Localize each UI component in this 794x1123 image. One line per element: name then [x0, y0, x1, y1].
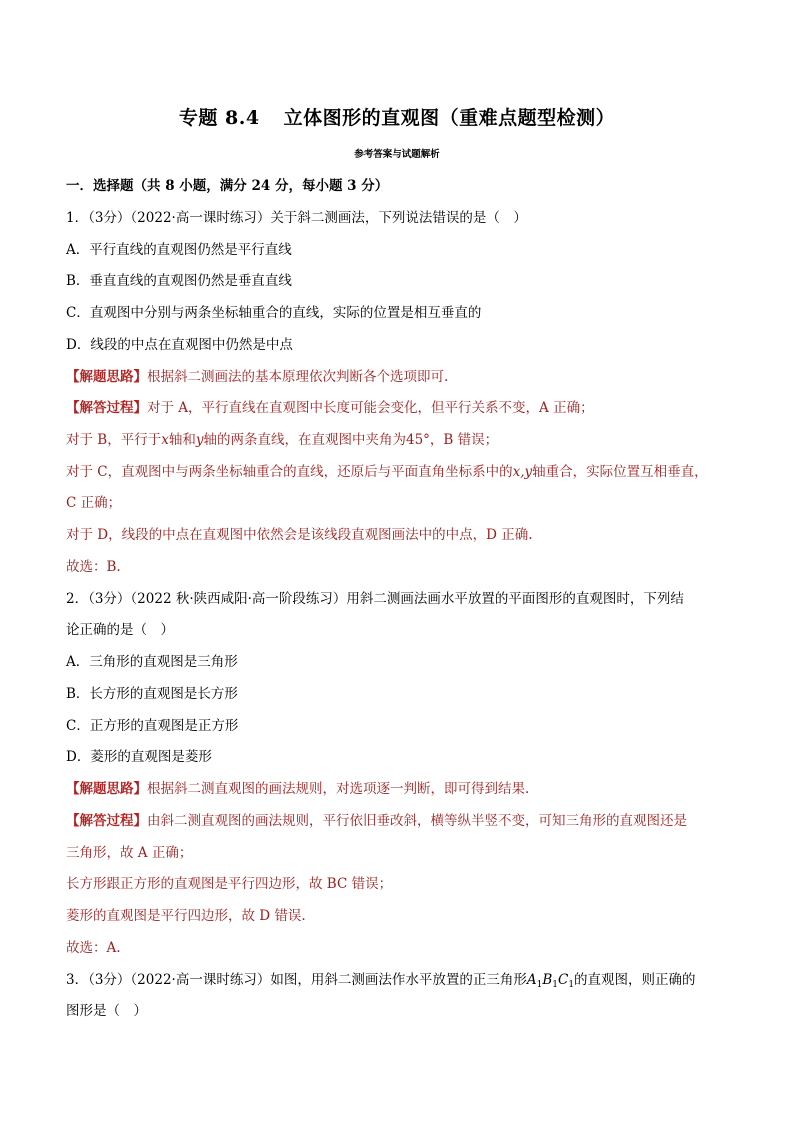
q1-answer: 故选：B. — [66, 559, 121, 575]
q3-stem-1b: 的直观图，则正确的 — [574, 972, 696, 988]
q1-process-3 — [66, 463, 708, 481]
q3-stem-1 — [66, 971, 696, 994]
q2-option-d: D．菱形的直观图是菱形 — [66, 749, 212, 765]
q1-process-2 — [66, 431, 498, 449]
q1-p3-xy: x,y — [512, 464, 533, 480]
q2-process-tag: 【解答过程】 — [66, 813, 147, 829]
q3-sub-3: 1 — [568, 980, 575, 990]
q1-option-d: D．线段的中点在直观图中仍然是中点 — [66, 337, 293, 353]
q3-tri-a: A — [526, 972, 537, 988]
q2-idea-text: 根据斜二测直观图的画法规则，对选项逐一判断，即可得到结果. — [147, 781, 530, 797]
q1-idea — [66, 368, 448, 386]
q1-p2a: 对于 B，平行于 — [66, 432, 162, 448]
q3-tri-c: C — [557, 972, 569, 988]
q2-process-1 — [66, 812, 687, 830]
q1-p2b: 轴和 — [168, 432, 196, 448]
q2-answer: 故选：A. — [66, 940, 121, 956]
q1-process-tag: 【解答过程】 — [66, 400, 147, 416]
q1-option-c: C．直观图中分别与两条坐标轴重合的直线，实际的位置是相互垂直的 — [66, 305, 482, 321]
q3-tri-b: B — [542, 972, 553, 988]
q1-process-1 — [66, 399, 594, 417]
q1-stem: 1．（3分）（2022·高一课时练习）关于斜二测画法，下列说法错误的是（ ） — [66, 210, 527, 226]
q1-idea-text: 根据斜二测画法的基本原理依次判断各个选项即可. — [147, 369, 449, 385]
q2-process-4: 菱形的直观图是平行四边形，故 D 错误. — [66, 908, 306, 924]
page-title — [0, 103, 794, 130]
q3-stem-2: 图形是（ ） — [66, 1003, 147, 1019]
q2-stem-1: 2．（3分）（2022 秋·陕西咸阳·高一阶段练习）用斜二测画法画水平放置的平面图形的直观图时，下列结 — [66, 591, 684, 607]
q1-process-4: 对于 D，线段的中点在直观图中依然会是该线段直观图画法中的中点，D 正确. — [66, 527, 533, 543]
q1-process-text-1: 对于 A，平行直线在直观图中长度可能会变化，但平行关系不变，A 正确； — [147, 400, 594, 416]
q2-process-2: 三角形，故 A 正确； — [66, 845, 193, 861]
q1-p2-y: y — [195, 432, 204, 448]
q3-sub-2: 1 — [552, 980, 558, 990]
page-subtitle: 参考答案与试题解析 — [354, 149, 440, 160]
q1-p2c: 轴的两条直线，在直观图中夹角为45°，B 错误； — [203, 432, 499, 448]
q1-process-3-cont: C 正确； — [66, 495, 122, 511]
q2-stem-2: 论正确的是（ ） — [66, 622, 174, 638]
q2-process-3: 长方形跟正方形的直观图是平行四边形，故 BC 错误； — [66, 876, 393, 892]
q1-p2-x: x — [161, 432, 169, 448]
q2-option-b: B．长方形的直观图是长方形 — [66, 686, 238, 702]
q2-process-text-1: 由斜二测直观图的画法规则，平行依旧垂改斜，横等纵半竖不变，可知三角形的直观图还是 — [147, 813, 687, 829]
q1-idea-tag: 【解题思路】 — [66, 369, 147, 385]
q3-sub-1: 1 — [536, 980, 543, 990]
q1-option-a: A．平行直线的直观图仍然是平行直线 — [66, 242, 292, 258]
q1-p3a: 对于 C，直观图中与两条坐标轴重合的直线，还原后与平面直角坐标系中的 — [66, 464, 513, 480]
q2-idea — [66, 780, 529, 798]
section-heading: 一．选择题（共 8 小题，满分 24 分，每小题 3 分） — [66, 178, 389, 194]
q2-option-c: C．正方形的直观图是正方形 — [66, 718, 239, 734]
q1-p3b: 轴重合，实际位置互相垂直， — [532, 464, 708, 480]
q1-option-b: B．垂直直线的直观图仍然是垂直直线 — [66, 273, 292, 289]
q2-option-a: A．三角形的直观图是三角形 — [66, 654, 238, 670]
q2-idea-tag: 【解题思路】 — [66, 781, 147, 797]
q3-stem-1a: 3．（3分）（2022·高一课时练习）如图，用斜二测画法作水平放置的正三角形 — [66, 972, 527, 988]
title-text: 立体图形的直观图（重难点题型检测） — [283, 107, 616, 129]
title-number: 专题 8.4 — [178, 107, 260, 129]
